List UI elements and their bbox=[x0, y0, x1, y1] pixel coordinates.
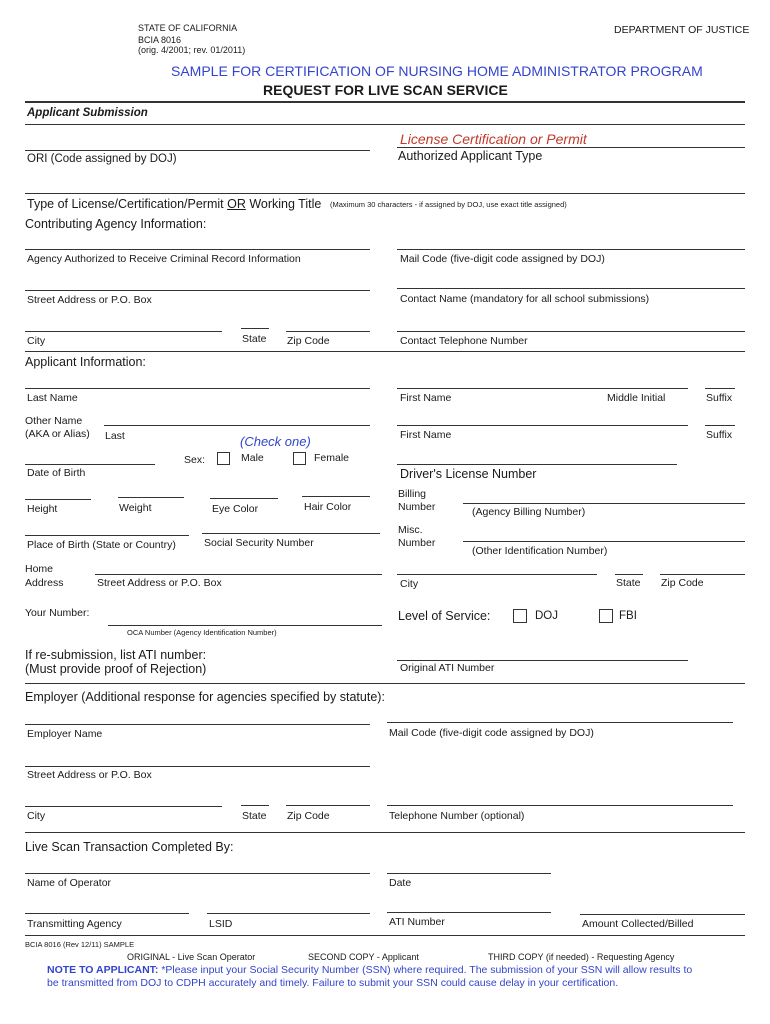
divider bbox=[25, 124, 745, 125]
billing-note: (Agency Billing Number) bbox=[472, 506, 586, 518]
divider bbox=[25, 832, 745, 833]
license-type-note: (Maximum 30 characters - if assigned by DOJ, use exact title assigned) bbox=[330, 200, 567, 209]
employer-city-label: City bbox=[27, 810, 46, 822]
fbi-label: FBI bbox=[619, 610, 637, 622]
contact-phone-field[interactable] bbox=[397, 331, 745, 332]
billing-number-label: Number bbox=[398, 501, 436, 513]
other-first-label: First Name bbox=[400, 429, 452, 441]
misc-number-field[interactable] bbox=[463, 541, 745, 542]
applicant-type-field[interactable] bbox=[397, 147, 745, 148]
pob-label: Place of Birth (State or Country) bbox=[27, 539, 176, 551]
other-last-field[interactable] bbox=[104, 425, 370, 426]
section-heading-submission: Applicant Submission bbox=[27, 107, 148, 119]
state-field[interactable] bbox=[241, 328, 269, 329]
amount-field[interactable] bbox=[580, 914, 745, 915]
ati-number-field[interactable] bbox=[387, 912, 551, 913]
agency-label: Agency Authorized to Receive Criminal Record Information bbox=[27, 253, 301, 265]
operator-label: Name of Operator bbox=[27, 877, 112, 889]
sample-title: SAMPLE FOR CERTIFICATION OF NURSING HOME ADMINISTRATOR PROGRAM bbox=[171, 63, 703, 79]
male-label: Male bbox=[241, 452, 264, 464]
department-label: DEPARTMENT OF JUSTICE bbox=[614, 24, 750, 36]
divider bbox=[25, 351, 745, 352]
misc-label: Misc. bbox=[398, 524, 423, 536]
other-first-field[interactable] bbox=[397, 425, 688, 426]
hair-color-label: Hair Color bbox=[304, 501, 352, 513]
oca-label: OCA Number (Agency Identification Number) bbox=[127, 628, 277, 637]
original-ati-label: Original ATI Number bbox=[400, 662, 495, 674]
lsid-field[interactable] bbox=[207, 913, 370, 914]
last-name-field[interactable] bbox=[25, 388, 370, 389]
female-checkbox[interactable] bbox=[293, 452, 306, 465]
eye-color-label: Eye Color bbox=[212, 503, 259, 515]
misc-number-label: Number bbox=[398, 537, 436, 549]
level-of-service-label: Level of Service: bbox=[398, 609, 491, 623]
home-street-label: Street Address or P.O. Box bbox=[97, 577, 222, 589]
suffix-field[interactable] bbox=[705, 388, 735, 389]
address-label: Address bbox=[25, 577, 64, 589]
female-label: Female bbox=[314, 452, 350, 464]
weight-label: Weight bbox=[119, 502, 152, 514]
city-field[interactable] bbox=[25, 331, 222, 332]
doj-label: DOJ bbox=[535, 610, 558, 622]
section-heading-agency: Contributing Agency Information: bbox=[25, 217, 207, 231]
operator-field[interactable] bbox=[25, 873, 370, 874]
employer-mail-code-label: Mail Code (five-digit code assigned by DOJ) bbox=[389, 727, 594, 739]
note-to-applicant: NOTE TO APPLICANT: *Please input your Social Security Number (SSN) where required. The submission of your SSN will allow results to bbox=[47, 964, 693, 976]
last-name-label: Last Name bbox=[27, 392, 78, 404]
suffix-label: Suffix bbox=[706, 392, 733, 404]
street-field[interactable] bbox=[25, 290, 370, 291]
home-zip-label: Zip Code bbox=[661, 577, 704, 589]
license-type-field[interactable] bbox=[25, 193, 745, 194]
ssn-label: Social Security Number bbox=[204, 537, 314, 549]
dob-field[interactable] bbox=[25, 464, 155, 465]
billing-label: Billing bbox=[398, 488, 427, 500]
page-title: REQUEST FOR LIVE SCAN SERVICE bbox=[263, 82, 508, 98]
ssn-field[interactable] bbox=[202, 533, 380, 534]
aka-label: (AKA or Alias) bbox=[25, 428, 90, 440]
city-label: City bbox=[27, 335, 46, 347]
employer-phone-label: Telephone Number (optional) bbox=[389, 810, 525, 822]
first-name-label: First Name bbox=[400, 392, 452, 404]
mail-code-label: Mail Code (five-digit code assigned by DOJ) bbox=[400, 253, 605, 265]
copy-original: ORIGINAL - Live Scan Operator bbox=[127, 952, 256, 962]
copy-third: THIRD COPY (if needed) - Requesting Agency bbox=[488, 952, 675, 962]
sex-label: Sex: bbox=[184, 454, 206, 466]
note-continuation: be transmitted from DOJ to CDPH accurately and timely. Failure to submit your SSN could cause delay in your certification. bbox=[47, 977, 619, 989]
zip-field[interactable] bbox=[286, 331, 370, 332]
dob-label: Date of Birth bbox=[27, 467, 86, 479]
drivers-license-field[interactable] bbox=[397, 464, 677, 465]
home-street-field[interactable] bbox=[95, 574, 382, 575]
section-heading-applicant: Applicant Information: bbox=[25, 355, 146, 369]
original-ati-field[interactable] bbox=[397, 660, 688, 661]
middle-initial-label: Middle Initial bbox=[607, 392, 666, 404]
amount-label: Amount Collected/Billed bbox=[582, 918, 694, 930]
oca-number-field[interactable] bbox=[108, 625, 382, 626]
ori-label: ORI (Code assigned by DOJ) bbox=[27, 153, 177, 165]
home-city-field[interactable] bbox=[397, 574, 597, 575]
employer-street-field[interactable] bbox=[25, 766, 370, 767]
divider bbox=[25, 935, 745, 936]
other-suffix-label: Suffix bbox=[706, 429, 733, 441]
license-type-label: Type of License/Certification/Permit OR Working Title bbox=[27, 197, 322, 211]
height-field[interactable] bbox=[25, 499, 91, 500]
employer-zip-field[interactable] bbox=[286, 805, 370, 806]
agency-field[interactable] bbox=[25, 249, 370, 250]
orig-date: (orig. 4/2001; rev. 01/2011) bbox=[138, 45, 246, 55]
transmitting-agency-label: Transmitting Agency bbox=[27, 918, 122, 930]
copy-second: SECOND COPY - Applicant bbox=[308, 952, 419, 962]
form-id: BCIA 8016 bbox=[138, 35, 182, 45]
doj-checkbox[interactable] bbox=[513, 609, 527, 623]
zip-label: Zip Code bbox=[287, 335, 330, 347]
section-heading-employer: Employer (Additional response for agencies specified by statute): bbox=[25, 690, 385, 704]
employer-state-field[interactable] bbox=[241, 805, 269, 806]
state-label: State bbox=[242, 333, 267, 345]
home-state-field[interactable] bbox=[615, 574, 643, 575]
home-label: Home bbox=[25, 563, 54, 575]
weight-field[interactable] bbox=[118, 497, 184, 498]
rejection-proof-label: (Must provide proof of Rejection) bbox=[25, 662, 207, 676]
divider bbox=[25, 683, 745, 684]
mail-code-field[interactable] bbox=[397, 249, 745, 250]
other-last-label: Last bbox=[105, 430, 125, 442]
date-label: Date bbox=[389, 877, 412, 889]
date-field[interactable] bbox=[387, 873, 551, 874]
misc-note: (Other Identification Number) bbox=[472, 545, 608, 557]
employer-mail-code-field[interactable] bbox=[387, 722, 733, 723]
employer-street-label: Street Address or P.O. Box bbox=[27, 769, 152, 781]
ati-number-label: ATI Number bbox=[389, 916, 445, 928]
fbi-checkbox[interactable] bbox=[599, 609, 613, 623]
eye-color-field[interactable] bbox=[210, 498, 278, 499]
height-label: Height bbox=[27, 503, 58, 515]
first-name-field[interactable] bbox=[397, 388, 688, 389]
section-heading-livescan: Live Scan Transaction Completed By: bbox=[25, 840, 234, 854]
contact-name-field[interactable] bbox=[397, 288, 745, 289]
street-label: Street Address or P.O. Box bbox=[27, 294, 152, 306]
applicant-type-label: Authorized Applicant Type bbox=[398, 149, 543, 163]
billing-number-field[interactable] bbox=[463, 503, 745, 504]
employer-zip-label: Zip Code bbox=[287, 810, 330, 822]
employer-name-label: Employer Name bbox=[27, 728, 103, 740]
title-divider bbox=[25, 101, 745, 103]
employer-phone-field[interactable] bbox=[387, 805, 733, 806]
check-one-label: (Check one) bbox=[240, 434, 311, 449]
other-suffix-field[interactable] bbox=[705, 425, 735, 426]
lsid-label: LSID bbox=[209, 918, 233, 930]
your-number-label: Your Number: bbox=[25, 607, 90, 619]
employer-state-label: State bbox=[242, 810, 267, 822]
home-city-label: City bbox=[400, 578, 419, 590]
ori-field[interactable] bbox=[25, 150, 370, 151]
form-revision: BCIA 8016 (Rev 12/11) SAMPLE bbox=[25, 940, 135, 949]
contact-phone-label: Contact Telephone Number bbox=[400, 335, 528, 347]
home-zip-field[interactable] bbox=[660, 574, 745, 575]
home-state-label: State bbox=[616, 577, 641, 589]
hair-color-field[interactable] bbox=[302, 496, 370, 497]
drivers-license-label: Driver's License Number bbox=[400, 467, 537, 481]
state-label: STATE OF CALIFORNIA bbox=[138, 23, 238, 33]
employer-name-field[interactable] bbox=[25, 724, 370, 725]
other-name-label: Other Name bbox=[25, 415, 83, 427]
pob-field[interactable] bbox=[25, 535, 189, 536]
male-checkbox[interactable] bbox=[217, 452, 230, 465]
resubmission-label: If re-submission, list ATI number: bbox=[25, 648, 207, 662]
license-value[interactable]: License Certification or Permit bbox=[400, 131, 587, 147]
employer-city-field[interactable] bbox=[25, 806, 222, 807]
contact-name-label: Contact Name (mandatory for all school submissions) bbox=[400, 293, 650, 305]
transmitting-agency-field[interactable] bbox=[25, 913, 189, 914]
